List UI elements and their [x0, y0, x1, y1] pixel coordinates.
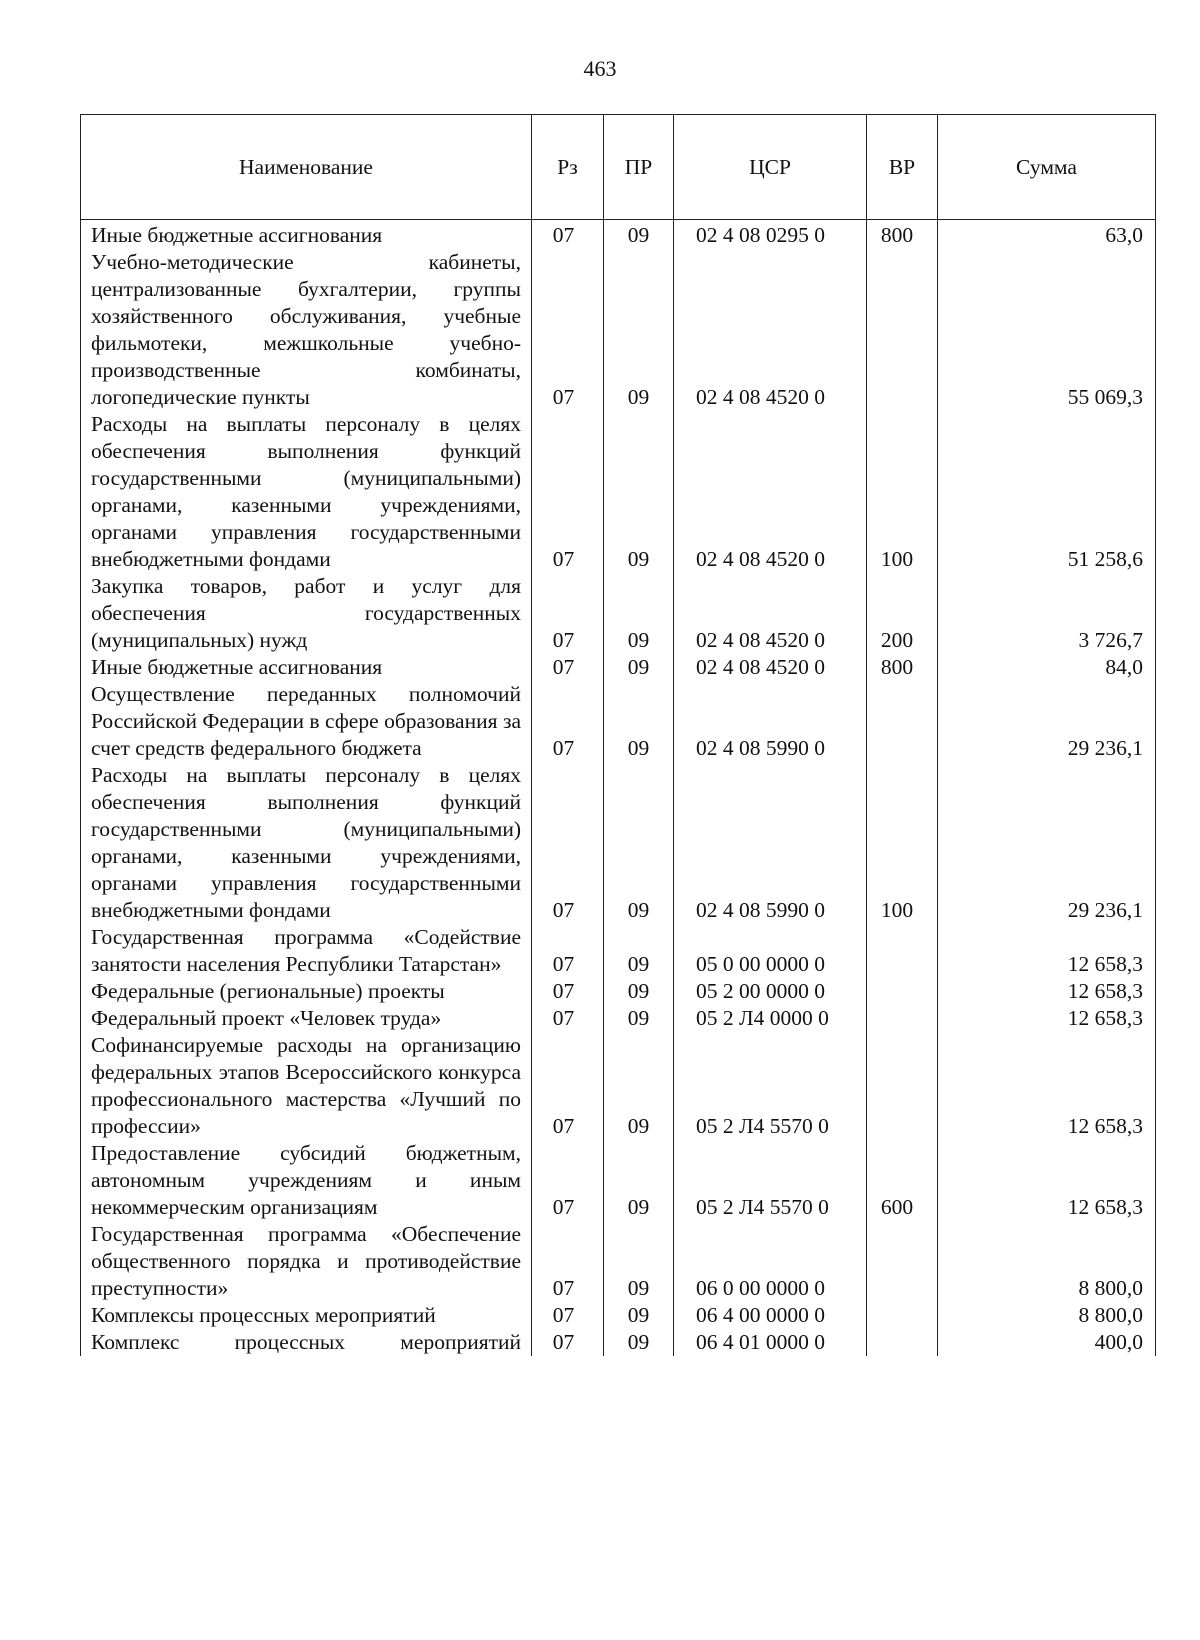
- cell-sum: 63,0: [938, 220, 1156, 250]
- cell-sum: 51 258,6: [938, 411, 1156, 573]
- cell-csr: 02 4 08 4520 0: [674, 411, 867, 573]
- cell-vr: 200: [867, 573, 938, 654]
- table-row: [81, 1302, 1156, 1329]
- cell-vr: 800: [867, 220, 938, 250]
- cell-name: Федеральный проект «Человек труда»: [81, 1005, 532, 1032]
- cell-vr: [867, 1221, 938, 1302]
- cell-csr: 02 4 08 0295 0: [674, 220, 867, 250]
- table-row: [81, 762, 1156, 924]
- cell-name: Иные бюджетные ассигнования: [81, 654, 532, 681]
- cell-vr: 100: [867, 762, 938, 924]
- table-row: [81, 220, 1156, 250]
- header-vr: ВР: [867, 115, 938, 220]
- cell-sum: 3 726,7: [938, 573, 1156, 654]
- cell-rz: 07: [532, 654, 604, 681]
- cell-sum: 12 658,3: [938, 1140, 1156, 1221]
- cell-name: Учебно-методические кабинеты, централизованные бухгалтерии, группы хозяйственного обслуживания, учебные фильмотеки, межшкольные учебно-производственные комбинаты, логопедические пункты: [81, 249, 532, 411]
- cell-pr: 09: [604, 762, 674, 924]
- cell-csr: 02 4 08 4520 0: [674, 654, 867, 681]
- cell-name: Иные бюджетные ассигнования: [81, 220, 532, 250]
- header-pr: ПР: [604, 115, 674, 220]
- cell-rz: 07: [532, 1221, 604, 1302]
- table-row: [81, 978, 1156, 1005]
- cell-vr: [867, 1329, 938, 1356]
- cell-name: Комплекс процессных мероприятий: [81, 1329, 532, 1356]
- table-header: [81, 115, 1156, 220]
- cell-pr: 09: [604, 220, 674, 250]
- cell-vr: [867, 1032, 938, 1140]
- cell-name: Предоставление субсидий бюджетным, автономным учреждениям и иным некоммерческим организациям: [81, 1140, 532, 1221]
- table-row: [81, 654, 1156, 681]
- table-row: [81, 249, 1156, 411]
- cell-sum: 12 658,3: [938, 1032, 1156, 1140]
- cell-pr: 09: [604, 573, 674, 654]
- table-row: [81, 573, 1156, 654]
- cell-sum: 12 658,3: [938, 924, 1156, 978]
- cell-rz: 07: [532, 220, 604, 250]
- cell-csr: 02 4 08 5990 0: [674, 762, 867, 924]
- cell-rz: 07: [532, 924, 604, 978]
- cell-pr: 09: [604, 654, 674, 681]
- table-row: [81, 681, 1156, 762]
- table-row: [81, 1140, 1156, 1221]
- cell-csr: 05 2 00 0000 0: [674, 978, 867, 1005]
- cell-pr: 09: [604, 249, 674, 411]
- cell-rz: 07: [532, 1140, 604, 1221]
- cell-rz: 07: [532, 1302, 604, 1329]
- cell-pr: 09: [604, 978, 674, 1005]
- cell-sum: 8 800,0: [938, 1221, 1156, 1302]
- cell-vr: [867, 1302, 938, 1329]
- cell-rz: 07: [532, 762, 604, 924]
- cell-name: Расходы на выплаты персоналу в целях обеспечения выполнения функций государственными (муниципальными) органами, казенными учреждениями, органами управления государственными внебюджетными фондами: [81, 411, 532, 573]
- cell-name: Государственная программа «Обеспечение общественного порядка и противодействие преступности»: [81, 1221, 532, 1302]
- cell-pr: 09: [604, 1329, 674, 1356]
- cell-sum: 29 236,1: [938, 762, 1156, 924]
- cell-pr: 09: [604, 681, 674, 762]
- table-row: [81, 1032, 1156, 1140]
- cell-csr: 02 4 08 4520 0: [674, 573, 867, 654]
- cell-sum: 55 069,3: [938, 249, 1156, 411]
- cell-pr: 09: [604, 1140, 674, 1221]
- cell-sum: 84,0: [938, 654, 1156, 681]
- cell-name: Расходы на выплаты персоналу в целях обеспечения выполнения функций государственными (муниципальными) органами, казенными учреждениями, органами управления государственными внебюджетными фондами: [81, 762, 532, 924]
- cell-pr: 09: [604, 1032, 674, 1140]
- cell-csr: 06 0 00 0000 0: [674, 1221, 867, 1302]
- cell-name: Федеральные (региональные) проекты: [81, 978, 532, 1005]
- cell-vr: [867, 681, 938, 762]
- cell-csr: 06 4 01 0000 0: [674, 1329, 867, 1356]
- header-name: Наименование: [81, 115, 532, 220]
- cell-rz: 07: [532, 681, 604, 762]
- cell-rz: 07: [532, 978, 604, 1005]
- cell-sum: 29 236,1: [938, 681, 1156, 762]
- cell-pr: 09: [604, 1221, 674, 1302]
- cell-csr: 02 4 08 4520 0: [674, 249, 867, 411]
- cell-vr: 600: [867, 1140, 938, 1221]
- table-row: [81, 1329, 1156, 1356]
- cell-rz: 07: [532, 1032, 604, 1140]
- cell-name: Комплексы процессных мероприятий: [81, 1302, 532, 1329]
- header-csr: ЦСР: [674, 115, 867, 220]
- cell-csr: 05 0 00 0000 0: [674, 924, 867, 978]
- cell-rz: 07: [532, 411, 604, 573]
- cell-sum: 12 658,3: [938, 978, 1156, 1005]
- cell-csr: 06 4 00 0000 0: [674, 1302, 867, 1329]
- cell-csr: 02 4 08 5990 0: [674, 681, 867, 762]
- table-body: [81, 220, 1156, 1357]
- cell-rz: 07: [532, 573, 604, 654]
- cell-name: Софинансируемые расходы на организацию федеральных этапов Всероссийского конкурса профессионального мастерства «Лучший по профессии»: [81, 1032, 532, 1140]
- cell-pr: 09: [604, 411, 674, 573]
- cell-vr: [867, 924, 938, 978]
- cell-csr: 05 2 Л4 5570 0: [674, 1032, 867, 1140]
- table-row: [81, 1221, 1156, 1302]
- cell-name: Государственная программа «Содействие занятости населения Республики Татарстан»: [81, 924, 532, 978]
- cell-sum: 12 658,3: [938, 1005, 1156, 1032]
- header-sum: Сумма: [938, 115, 1156, 220]
- budget-table: [80, 114, 1156, 1356]
- cell-rz: 07: [532, 249, 604, 411]
- cell-sum: 400,0: [938, 1329, 1156, 1356]
- cell-csr: 05 2 Л4 5570 0: [674, 1140, 867, 1221]
- cell-rz: 07: [532, 1005, 604, 1032]
- cell-vr: 100: [867, 411, 938, 573]
- cell-pr: 09: [604, 924, 674, 978]
- cell-sum: 8 800,0: [938, 1302, 1156, 1329]
- cell-rz: 07: [532, 1329, 604, 1356]
- cell-name: Осуществление переданных полномочий Российской Федерации в сфере образования за счет средств федерального бюджета: [81, 681, 532, 762]
- cell-pr: 09: [604, 1302, 674, 1329]
- table-row: [81, 411, 1156, 573]
- cell-vr: [867, 249, 938, 411]
- cell-vr: 800: [867, 654, 938, 681]
- cell-vr: [867, 978, 938, 1005]
- header-rz: Рз: [532, 115, 604, 220]
- table-row: [81, 924, 1156, 978]
- cell-vr: [867, 1005, 938, 1032]
- cell-pr: 09: [604, 1005, 674, 1032]
- page-number: 463: [583, 56, 617, 81]
- cell-name: Закупка товаров, работ и услуг для обеспечения государственных (муниципальных) нужд: [81, 573, 532, 654]
- table-row: [81, 1005, 1156, 1032]
- cell-csr: 05 2 Л4 0000 0: [674, 1005, 867, 1032]
